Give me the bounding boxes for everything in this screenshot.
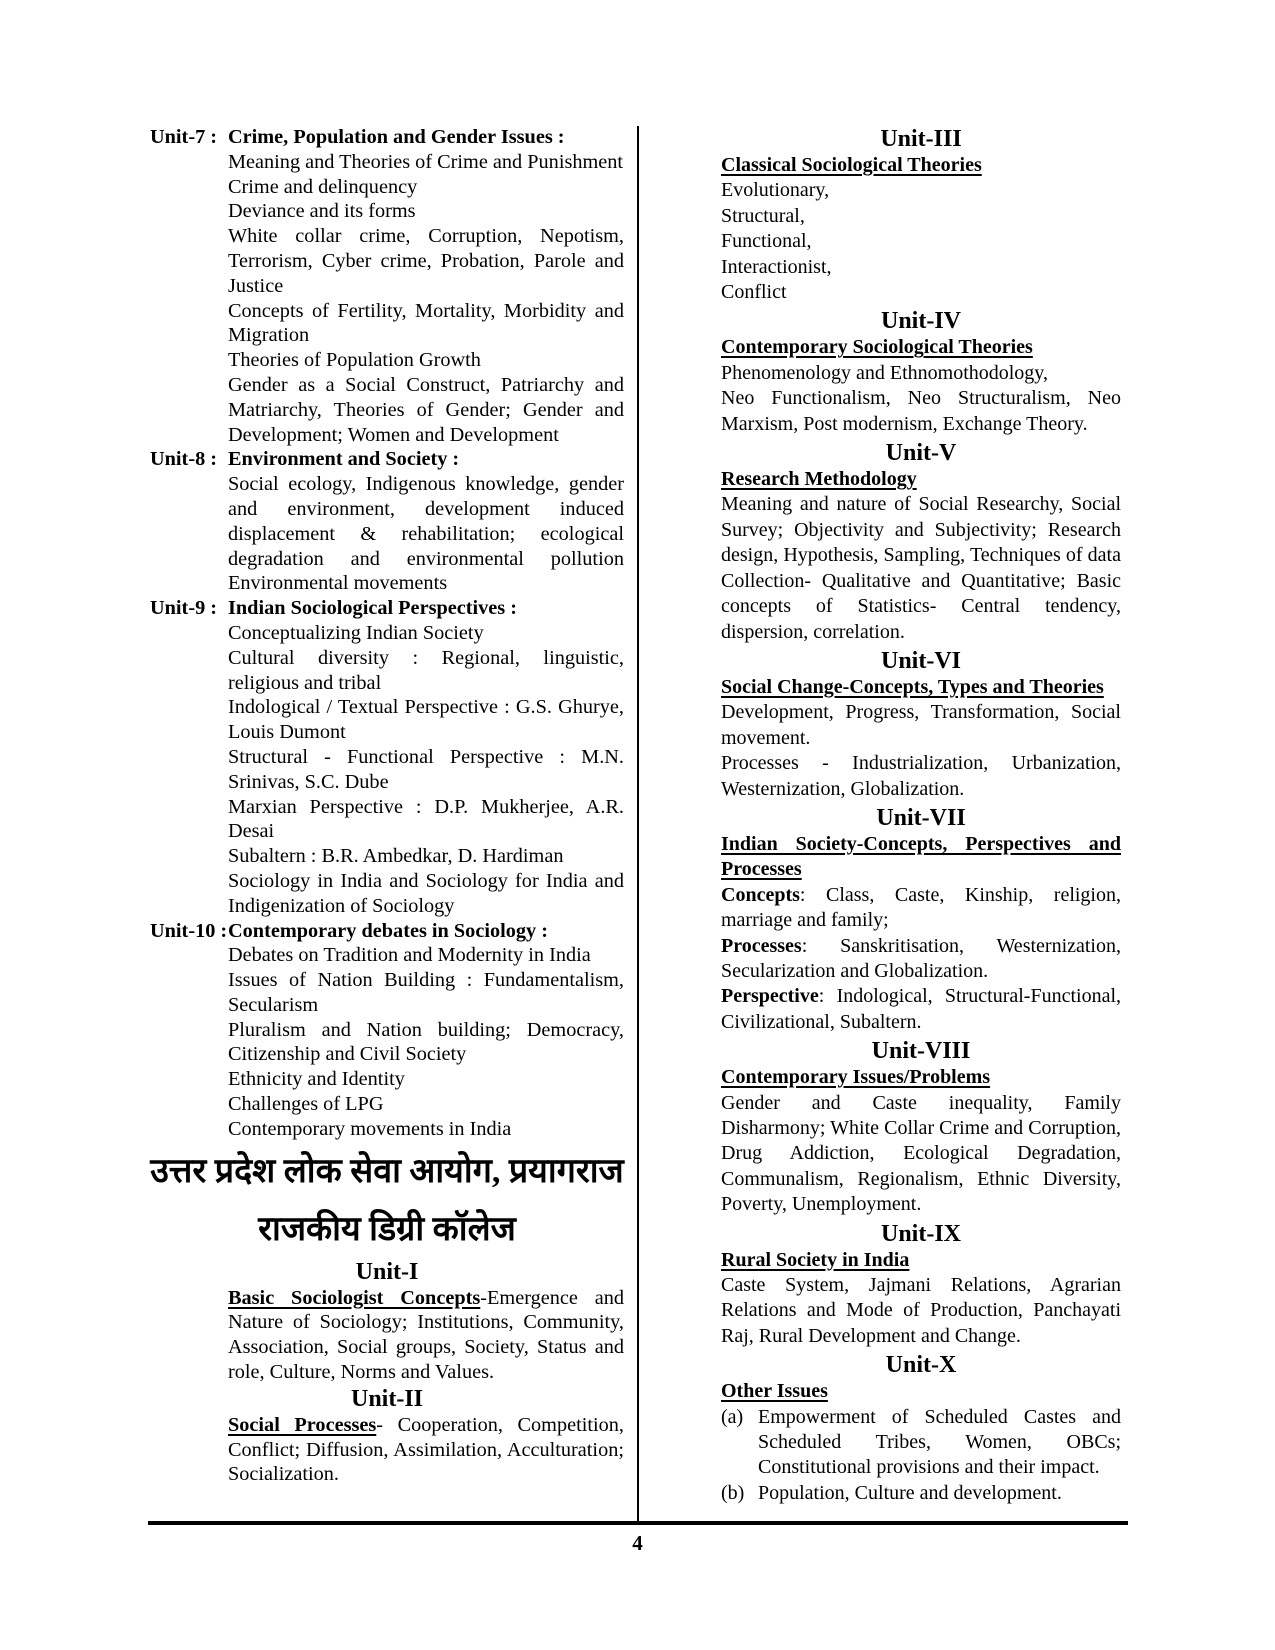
section-heading: Unit-IV — [880, 308, 961, 335]
paragraph — [721, 984, 1121, 1035]
unit-title: Indian Sociological Perspectives : — [228, 597, 517, 620]
paragraph-text: - Cooperation, Competition, Conflict; Diffusion, Assimilation, Acculturation; Socialization. — [228, 1413, 624, 1486]
syllabus-item: Subaltern : B.R. Ambedkar, D. Hardiman — [228, 845, 564, 868]
paragraph-lead: Perspective — [721, 985, 819, 1008]
syllabus-item: Crime and delinquency — [228, 175, 418, 198]
syllabus-item: Deviance and its forms — [228, 200, 416, 223]
unit-heading — [150, 919, 624, 944]
section-title: Indian Society-Concepts, Perspectives and Processes — [721, 832, 1121, 881]
section-heading: Unit-VII — [876, 804, 966, 831]
section-title: Social Change-Concepts, Types and Theories — [721, 675, 1104, 698]
section-heading: Unit-VI — [880, 647, 961, 674]
syllabus-item: Debates on Tradition and Modernity in India — [228, 944, 591, 967]
paragraph: Evolutionary, — [721, 179, 830, 202]
paragraph-lead: Processes — [721, 934, 802, 957]
section-heading: Unit-X — [885, 1352, 957, 1379]
paragraph: Development, Progress, Transformation, Social movement. — [721, 701, 1121, 749]
paragraph: Gender and Caste inequality, Family Disharmony; White Collar Crime and Corruption, Drug Addiction, Ecological Degradation, Communalism, Regionalism, Ethnic Diversity, Poverty, Unemployment. — [721, 1091, 1121, 1216]
paragraph: Phenomenology and Ethnomothodology, — [721, 361, 1049, 384]
unit-label: Unit-10 : — [150, 919, 228, 942]
paragraph-text: : Sanskritisation, Westernization, Secularization and Globalization. — [721, 934, 1121, 982]
paragraph — [150, 1286, 624, 1385]
syllabus-item: White collar crime, Corruption, Nepotism, Terrorism, Cyber crime, Probation, Parole and Justice — [228, 225, 624, 297]
section-title: Other Issues — [721, 1380, 828, 1403]
paragraph: Meaning and nature of Social Researchy, Social Survey; Objectivity and Subjectivity; Research design, Hypothesis, Sampling, Techniques of data Collection- Qualitative and Quantitative; Basic concepts of Statistics- Central tendency, dispersion, correlation. — [721, 493, 1121, 643]
unit-heading — [150, 125, 624, 150]
section-title: Social Processes — [228, 1413, 377, 1436]
college-name-hindi: राजकीय डिग्री कॉलेज — [258, 1210, 516, 1248]
list-text: Population, Culture and development. — [758, 1481, 1062, 1504]
left-column — [150, 125, 624, 1487]
unit-title: Contemporary debates in Sociology : — [228, 919, 548, 942]
paragraph-lead: Concepts — [721, 883, 800, 906]
footer-rule — [148, 1521, 1128, 1525]
paragraph: Processes - Industrialization, Urbanization, Westernization, Globalization. — [721, 752, 1121, 800]
section-heading: Unit-II — [350, 1385, 423, 1412]
paragraph — [150, 1413, 624, 1487]
syllabus-item: Conceptualizing Indian Society — [228, 621, 484, 644]
paragraph: Caste System, Jajmani Relations, Agrarian Relations and Mode of Production, Panchayati Raj, Rural Development and Change. — [721, 1274, 1121, 1347]
column-divider — [637, 126, 639, 1522]
paragraph — [721, 883, 1121, 934]
syllabus-item: Marxian Perspective : D.P. Mukherjee, A.R. Desai — [228, 795, 624, 843]
list-marker: (b) — [721, 1481, 745, 1504]
syllabus-item: Social ecology, Indigenous knowledge, gender and environment, development induced displacement & rehabilitation; ecological degradation and environmental pollution Environmental movements — [228, 473, 624, 595]
unit-heading — [150, 596, 624, 621]
paragraph: Functional, — [721, 230, 812, 253]
list-item — [721, 1481, 1121, 1506]
section-heading: Unit-III — [880, 126, 962, 152]
paragraph-text: -Emergence and Nature of Sociology; Institutions, Community, Association, Social groups, Society, Status and role, Culture, Norms and Values. — [228, 1286, 624, 1384]
syllabus-item: Indological / Textual Perspective : G.S. Ghurye, Louis Dumont — [228, 696, 624, 744]
unit-title: Environment and Society : — [228, 448, 460, 471]
paragraph-text: : Class, Caste, Kinship, religion, marriage and family; — [721, 883, 1121, 932]
commission-name-hindi: उत्तर प्रदेश लोक सेवा आयोग, प्रयागराज — [150, 1152, 624, 1190]
syllabus-item: Ethnicity and Identity — [228, 1068, 405, 1091]
syllabus-item: Gender as a Social Construct, Patriarchy and Matriarchy, Theories of Gender; Gender and Development; Women and Development — [228, 373, 624, 446]
syllabus-item: Concepts of Fertility, Mortality, Morbidity and Migration — [228, 299, 624, 347]
section-title: Basic Sociologist Concepts — [228, 1286, 481, 1309]
section-heading: Unit-IX — [880, 1220, 961, 1247]
syllabus-item: Pluralism and Nation building; Democracy, Citizenship and Civil Society — [228, 1018, 624, 1066]
unit-title: Crime, Population and Gender Issues : — [228, 126, 565, 148]
page-number: 4 — [632, 1531, 643, 1555]
unit-heading — [150, 447, 624, 472]
syllabus-item: Issues of Nation Building : Fundamentalism, Secularism — [228, 969, 624, 1016]
syllabus-item: Challenges of LPG — [228, 1093, 384, 1116]
syllabus-item: Sociology in India and Sociology for India and Indigenization of Sociology — [228, 869, 624, 917]
section-title: Research Methodology — [721, 468, 917, 491]
right-column — [721, 125, 1121, 1506]
section-title: Classical Sociological Theories — [721, 154, 982, 176]
syllabus-item: Contemporary movements in India — [228, 1117, 512, 1140]
section-title: Contemporary Issues/Problems — [721, 1066, 991, 1089]
list-marker: (a) — [721, 1405, 744, 1428]
unit-label: Unit-8 : — [150, 448, 218, 471]
unit-label: Unit-7 : — [150, 126, 218, 148]
syllabus-item: Cultural diversity : Regional, linguistic, religious and tribal — [228, 646, 624, 694]
list-text: Empowerment of Scheduled Castes and Scheduled Tribes, Women, OBCs; Constitutional provisions and their impact. — [758, 1405, 1121, 1479]
paragraph: Interactionist, — [721, 255, 832, 278]
syllabus-item: Theories of Population Growth — [228, 349, 481, 372]
paragraph-text: : Indological, Structural-Functional, Civilizational, Subaltern. — [721, 985, 1121, 1033]
section-heading: Unit-V — [885, 440, 957, 467]
syllabus-item: Structural - Functional Perspective : M.N. Srinivas, S.C. Dube — [228, 745, 624, 793]
syllabus-item: Meaning and Theories of Crime and Punishment — [228, 150, 624, 173]
list-item — [721, 1405, 1121, 1481]
paragraph: Conflict — [721, 281, 787, 304]
section-heading: Unit-I — [355, 1258, 419, 1285]
section-title: Rural Society in India — [721, 1248, 910, 1271]
paragraph: Neo Functionalism, Neo Structuralism, Neo Marxism, Post modernism, Exchange Theory. — [721, 387, 1121, 435]
paragraph — [721, 934, 1121, 985]
unit-label: Unit-9 : — [150, 597, 218, 620]
section-title: Contemporary Sociological Theories — [721, 336, 1033, 359]
paragraph: Structural, — [721, 204, 805, 227]
section-heading: Unit-VIII — [871, 1038, 971, 1065]
